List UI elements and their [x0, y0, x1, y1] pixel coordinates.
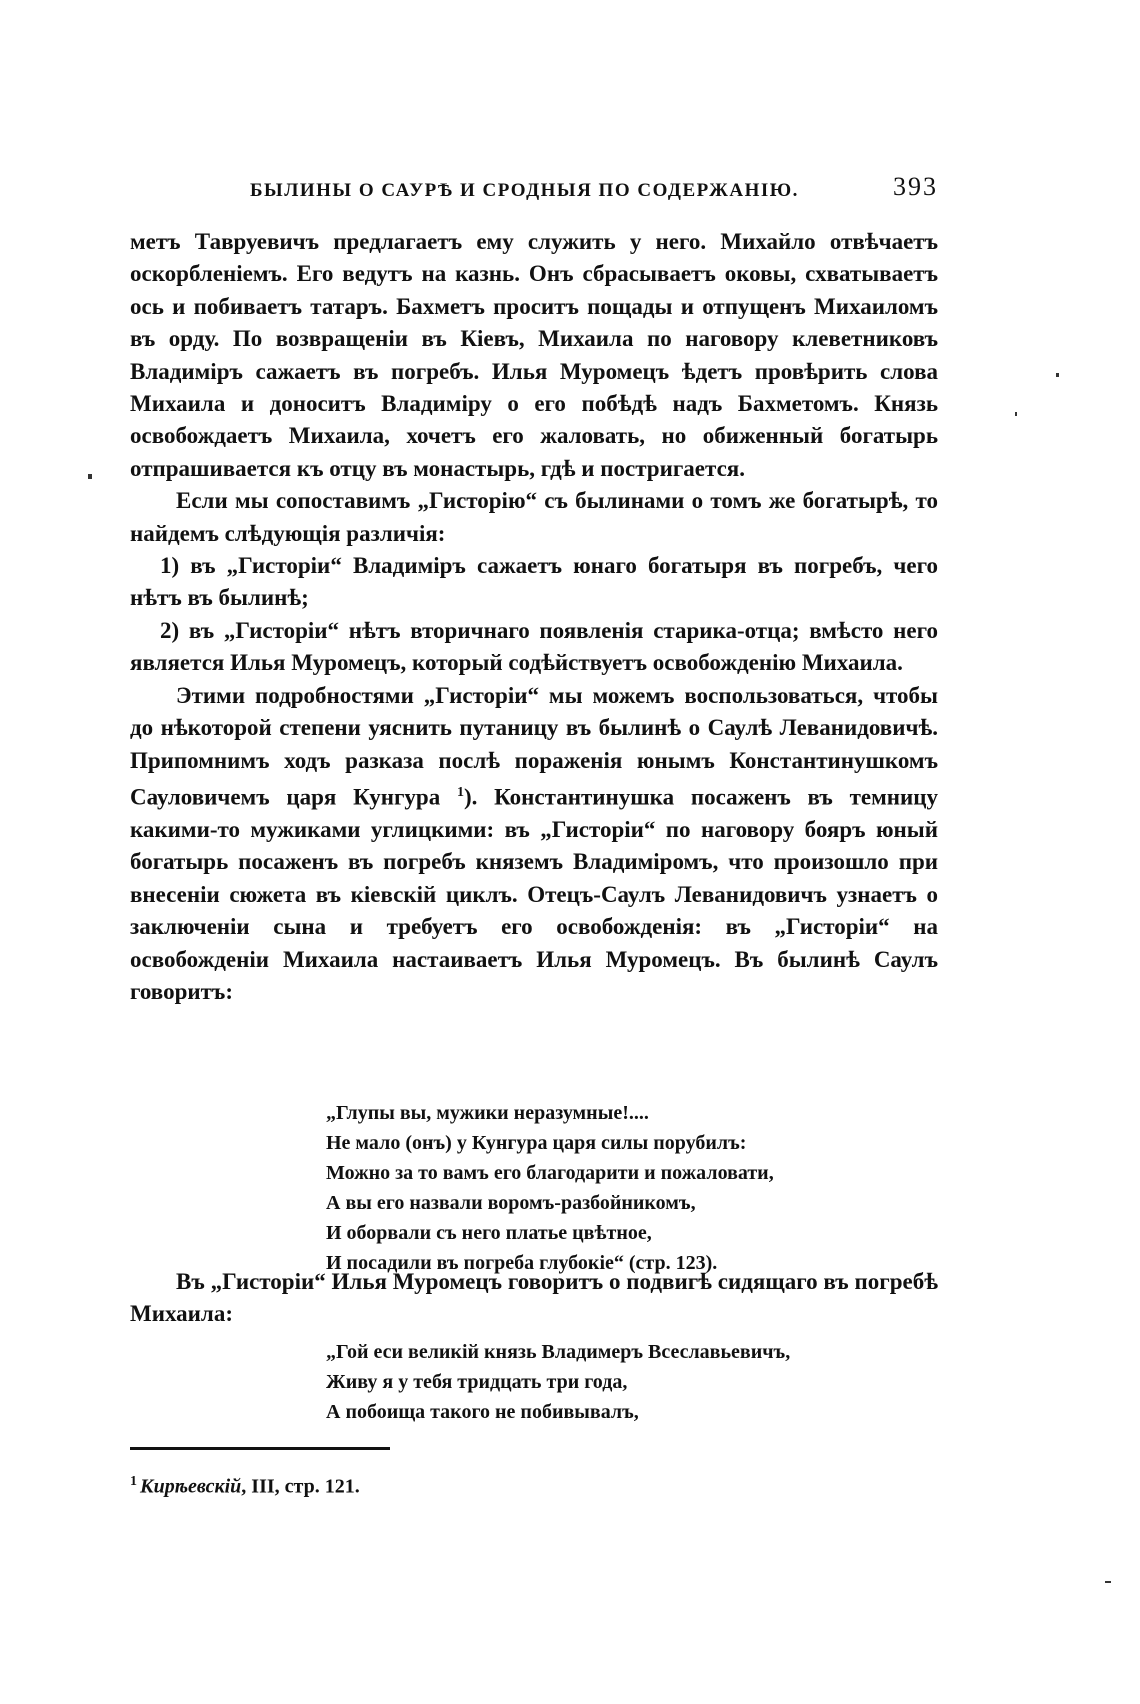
page-number: 393 — [893, 172, 938, 201]
verse-quote — [326, 1337, 926, 1427]
scan-speck — [1056, 373, 1059, 377]
paragraph-part: Этими подробностями „Гисторіи“ мы можемъ воспользоваться, чтобы до нѣкоторой степени уяснить путаницу въ былинѣ о Саулѣ Леванидовичѣ. Припомнимъ ходъ разказа послѣ пораженія юнымъ Константинушкомъ Сауловичемъ царя Кунгура — [130, 682, 938, 810]
verse-line: Живу я у тебя тридцать три года, — [326, 1371, 628, 1393]
verse-line: „Глупы вы, мужики неразумные!.... — [326, 1102, 649, 1124]
running-title: БЫЛИНЫ О САУРѢ И СРОДНЫЯ ПО СОДЕРЖАНІЮ. — [250, 180, 799, 201]
footnote-reference: 1 — [456, 784, 464, 800]
verse-line: Не мало (онъ) у Кунгура царя силы порубилъ: — [326, 1132, 747, 1154]
scan-speck — [1105, 1581, 1111, 1583]
verse-line: И посадили въ погреба глубокіе“ (стр. 123). — [326, 1252, 718, 1274]
verse-line: „Гой еси великій князь Владимеръ Всеславьевичъ, — [326, 1341, 791, 1363]
scan-speck — [88, 474, 92, 479]
verse-line: Можно за то вамъ его благодарити и пожаловати, — [326, 1162, 774, 1184]
page-header — [130, 172, 938, 212]
footnote-mark: 1 — [130, 1474, 137, 1489]
paragraph: метъ Тавруевичъ предлагаетъ ему служить у него. Михайло отвѣчаетъ оскорбленіемъ. Его ведутъ на казнь. Онъ сбрасываетъ оковы, схватываетъ ось и побиваетъ татаръ. Бахметъ проситъ пощады и отпущенъ Михаиломъ въ орду. По возвращеніи въ Кіевъ, Михаила по наговору клеветниковъ Владиміръ сажаетъ въ погребъ. Илья Муромецъ ѣдетъ провѣрить слова Михаила и доноситъ Владиміру о его побѣдѣ надъ Бахметомъ. Князь освобождаетъ Михаила, хочетъ его жаловать, но обиженный богатырь отпрашивается къ отцу въ монастырь, гдѣ и постригается. — [130, 229, 938, 481]
list-item: 2) въ „Гисторіи“ нѣтъ вторичнаго появленія старика-отца; вмѣсто него является Илья Муромецъ, который содѣйствуетъ освобожденію Михаила. — [130, 617, 938, 676]
paragraph-part: ). Константинушка посаженъ въ темницу какими-то мужиками углицкими: въ „Гисторіи“ по наговору бояръ юный богатырь посаженъ въ погребъ княземъ Владиміромъ, что произошло при внесеніи сюжета въ кіевскій циклъ. Отецъ-Саулъ Леванидовичъ узнаетъ о заключеніи сына и требуетъ его освобожденія: въ „Гисторіи“ на освобожденіи Михаила настаиваетъ Илья Муромецъ. Въ былинѣ Саулъ говоритъ: — [130, 784, 938, 1004]
footnote-rule — [130, 1447, 390, 1450]
scan-speck — [1015, 412, 1017, 416]
main-text-continued — [130, 1266, 938, 1331]
verse-line: А вы его назвали воромъ-разбойникомъ, — [326, 1192, 696, 1214]
footnote — [130, 1474, 360, 1499]
footnote-text: , III, стр. 121. — [241, 1475, 360, 1498]
verse-quote — [326, 1098, 926, 1278]
verse-line: И оборвали съ него платье цвѣтное, — [326, 1222, 652, 1244]
list-item: 1) въ „Гисторіи“ Владиміръ сажаетъ юнаго богатыря въ погребъ, чего нѣтъ въ былинѣ; — [130, 553, 938, 611]
footnote-author: Кирѣевскій — [140, 1475, 242, 1498]
paragraph: Въ „Гисторіи“ Илья Муромецъ говоритъ о подвигѣ сидящаго въ погребѣ Михаила: — [130, 1269, 938, 1327]
main-text — [130, 226, 938, 1008]
paragraph — [130, 680, 938, 1009]
paragraph: Если мы сопоставимъ „Гисторію“ съ былинами о томъ же богатырѣ, то найдемъ слѣдующія различія: — [130, 488, 938, 546]
verse-line: А побоища такого не побивывалъ, — [326, 1401, 639, 1423]
